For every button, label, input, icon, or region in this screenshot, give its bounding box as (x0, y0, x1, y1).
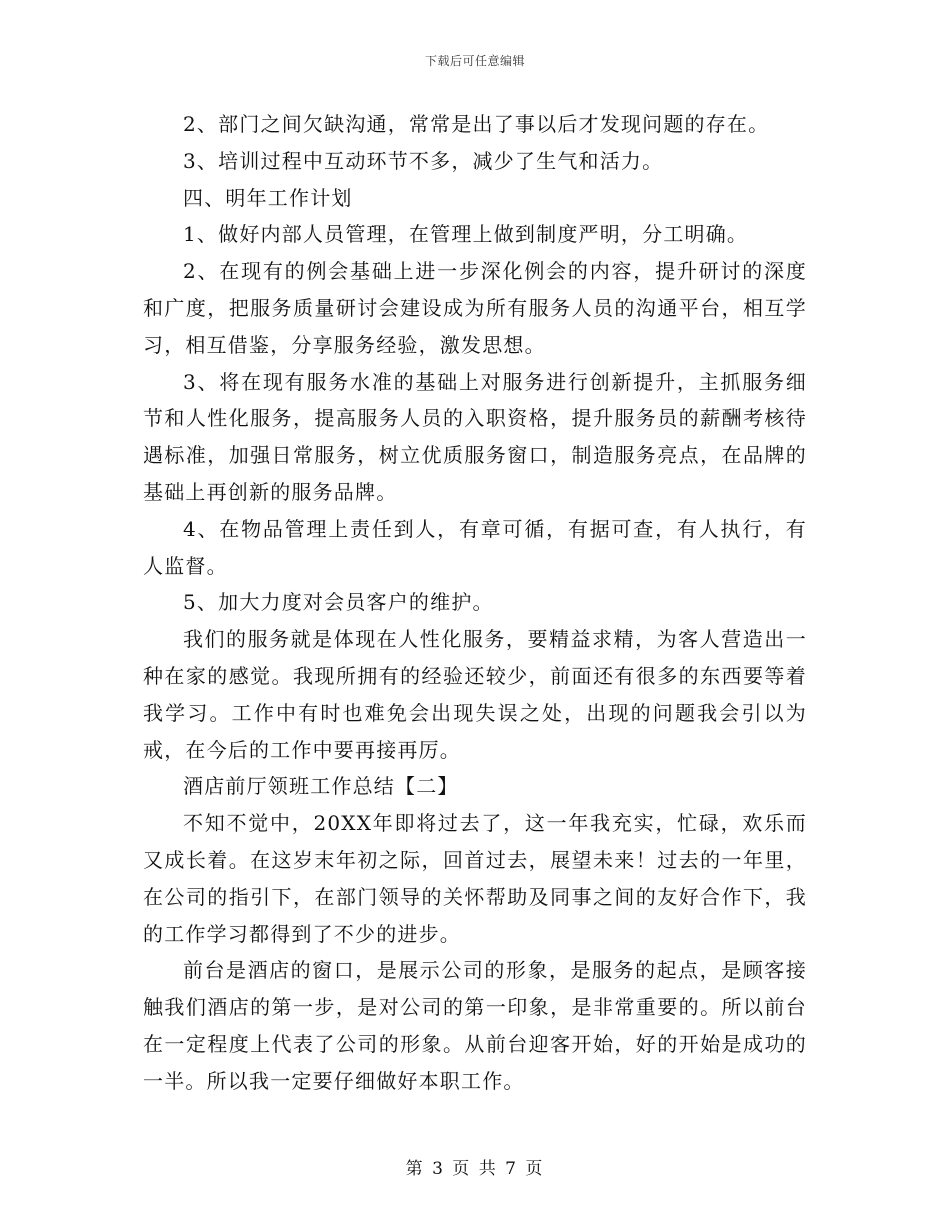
paragraph-plan-4: 4、在物品管理上责任到人，有章可循，有据可查，有人执行，有人监督。 (143, 516, 807, 578)
paragraph-conclusion: 我们的服务就是体现在人性化服务，要精益求精，为客人营造出一种在家的感觉。我现所拥有的经验还较少，前面还有很多的东西要等着我学习。工作中有时也难免会出现失误之处，出现的问题我会引以为戒，在今后的工作中要再接再厉。 (143, 627, 807, 762)
paragraph-plan-3: 3、将在现有服务水准的基础上对服务进行创新提升，主抓服务细节和人性化服务，提高服务人员的入职资格，提升服务员的薪酬考核待遇标准，加强日常服务，树立优质服务窗口，制造服务亮点，在品牌的基础上再创新的服务品牌。 (143, 369, 807, 504)
paragraph-problem-3: 3、培训过程中互动环节不多，减少了生气和活力。 (183, 148, 664, 173)
section-heading-summary-two: 酒店前厅领班工作总结【二】 (183, 774, 459, 799)
paragraph-plan-1: 1、做好内部人员管理，在管理上做到制度严明，分工明确。 (183, 222, 749, 247)
paragraph-front-desk: 前台是酒店的窗口，是展示公司的形象，是服务的起点，是顾客接触我们酒店的第一步，是对公司的第一印象，是非常重要的。所以前台在一定程度上代表了公司的形象。从前台迎客开始，好的开始是成功的一半。所以我一定要仔细做好本职工作。 (143, 958, 807, 1093)
page-header: 下载后可任意编辑 (424, 54, 525, 68)
paragraph-plan-2: 2、在现有的例会基础上进一步深化例会的内容，提升研讨的深度和广度，把服务质量研讨会建设成为所有服务人员的沟通平台，相互学习，相互借鉴，分享服务经验，激发思想。 (143, 259, 807, 357)
paragraph-plan-5: 5、加大力度对会员客户的维护。 (183, 590, 494, 615)
section-heading-plan: 四、明年工作计划 (183, 185, 353, 210)
document-body (143, 106, 807, 1100)
page-number: 第 3 页 共 7 页 (405, 1159, 545, 1179)
paragraph-intro: 不知不觉中，20XX年即将过去了，这一年我充实，忙碌，欢乐而又成长着。在这岁末年初之际，回首过去，展望未来！过去的一年里，在公司的指引下，在部门领导的关怀帮助及同事之间的友好合作下，我的工作学习都得到了不少的进步。 (143, 811, 807, 946)
paragraph-problem-2: 2、部门之间欠缺沟通，常常是出了事以后才发现问题的存在。 (183, 112, 770, 136)
